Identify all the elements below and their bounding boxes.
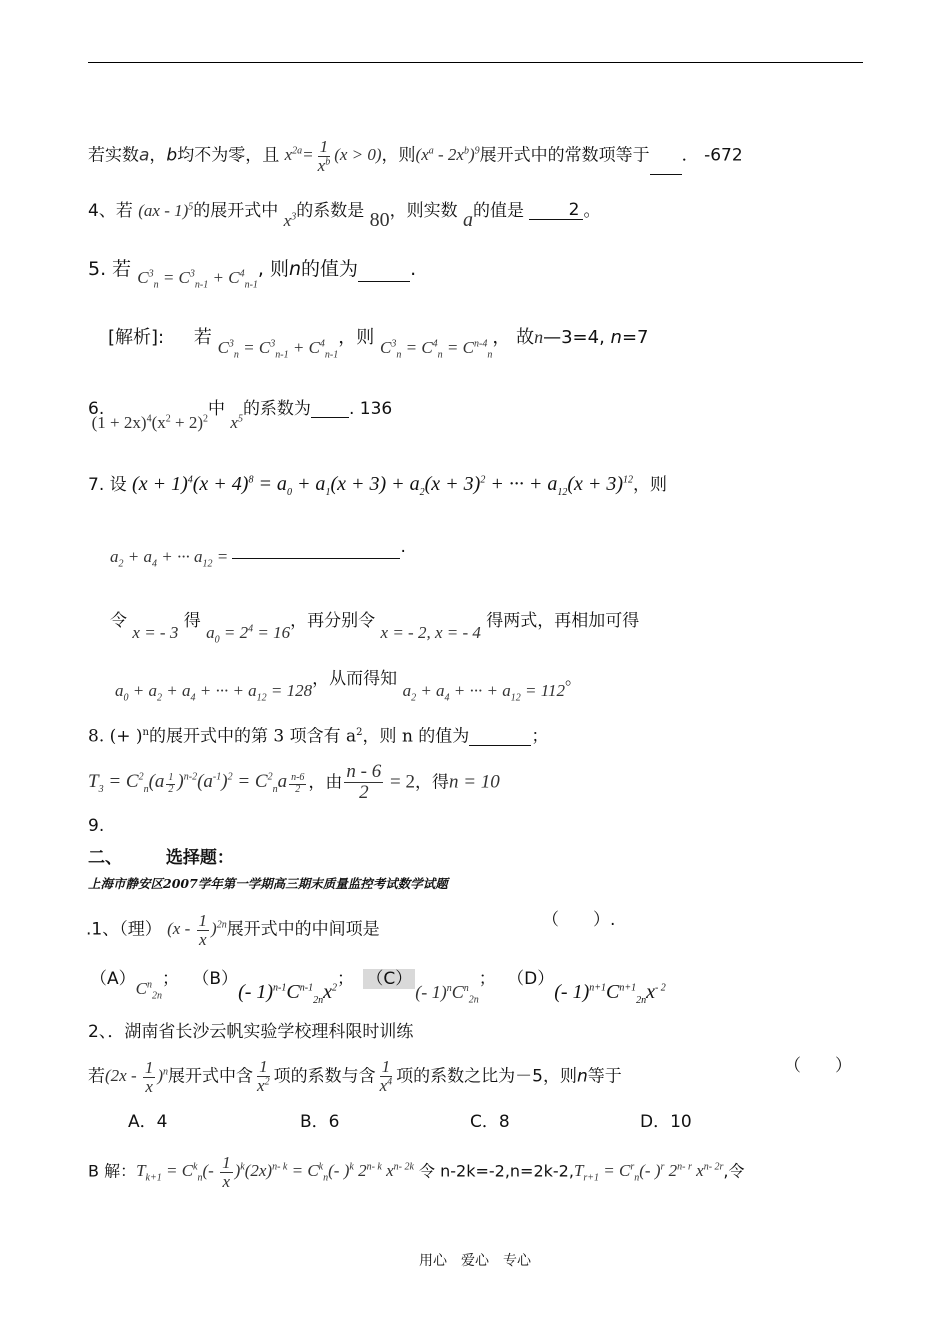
q6-x-term: $x^5$ [230,413,243,432]
q5-sol-label: [解析]: [108,327,165,348]
question-9: 9. [88,816,105,836]
question-7-solution-1 [110,611,640,646]
q4-mid: 的展开式中 [193,201,279,221]
mc2-sol-label: B 解： [88,1161,137,1181]
mc2-solution [88,1154,745,1191]
mc1-option-d[interactable]: (- $1)^{n+1}C^{n+1}_{2n}x^{- 2}$ [554,981,666,1006]
q7-sol-cond2: x = - 2, x = - 4 [380,623,481,642]
mc2-title: 2、．湖南省长沙云帆实验学校理科限时训练 [88,1022,414,1042]
q7-sol2-lhs: $a_0 + a_2 + a_4$ + ··· + $a_{12} = 128$ [115,681,313,704]
mc1-expression: (x - $\frac{1}{x}$ )$^{2n}$ [167,911,227,949]
q7-label: 7. 设 [88,475,127,495]
q3-blank [650,174,682,175]
q7-tail: ，则 [633,475,668,495]
mc1-label: .1、（理） [86,919,162,940]
q7-sol-cond: x = - 3 [132,623,179,642]
mc2-expression: (2x - $\frac{1}{x}$ )$^n$ [105,1058,169,1096]
q8-sol-formula: $T_3 = C^2_n(a$ $\frac{1}{2}$ )$^{n-2}(a^{-1})^2 = C^2_na$ $\frac{n-6}{2}$ [88,771,305,796]
mc2-n: n [576,1066,588,1087]
q8-sol-you: ，由 [308,772,343,793]
q4-mid2: 的系数是 [296,201,365,221]
mc1-option-a[interactable]: $C^n_{2n}$ [135,979,162,1002]
mc1-tail: 展开式中的中间项是 [226,919,380,940]
q4-label: 4、若 [88,201,133,221]
question-4 [88,200,601,231]
mc2-option-d[interactable]: D．10 [640,1112,692,1132]
mc2-mid3: 项的系数之比为－5，则 [396,1066,577,1087]
q8-end: ； [531,726,549,747]
q5-label: 5. 若 [88,258,132,280]
mc1-option-b-label: （B） [192,969,239,989]
q3-expression: $(x^a - 2x^b)^9$ [415,145,480,165]
q4-end: 。 [583,201,601,221]
q3-cond-fraction: $\frac{1}{x^b}$ [317,137,331,175]
q7-sol-mid: ，再分别令 [290,611,376,631]
q4-x-term: $x^3$ [283,211,297,230]
q4-answer-blank: 2 [529,202,583,220]
mc2-tail: 等于 [587,1066,622,1087]
q4-number: 80 [369,209,390,231]
q4-mid3: ，则实数 [389,201,458,221]
q6-tail: 的系数为 [242,399,311,419]
section-number: 二、 [88,848,122,868]
mc2-mid: 展开式中含 [168,1066,254,1087]
mc2-option-b[interactable]: B．6 [300,1112,340,1132]
q5-sol-eq1: $C^3_n = C^3_{n-1} + C^4_{n-1}$ [217,338,339,361]
q7-sol-tail: 得两式，再相加可得 [486,611,640,631]
q6-answer: 136 [359,399,393,419]
mc1-option-a-label: （A） [90,969,136,989]
q5-tail2: 的值为 [301,258,359,280]
q8-tail: ，则 n 的值为 [362,726,470,747]
q5-tail: , 则 [257,258,289,280]
header-rule [88,62,863,63]
q4-expression: (ax - 1)$^5$ [138,201,194,220]
mc1-options: $(A)C^n_{2n}$； （B）(- $1)^{n-1}C^{n-1}_{2n}x^2$； （C）(- $1)^nC^n_{2n}$； （D）(- $1)^{n+1}C^{n+1}_{2n}x^{- 2}$ [90,969,666,1006]
mc2-sol-tail: ,令 [723,1161,745,1181]
question-7-solution-2 [115,669,582,704]
q3-prefix: 若实数 [88,145,139,166]
q5-sol-n-final: n [610,327,622,348]
mc2-sol-formula-1: $T_{k+1} = C^k_n(-$ $\frac{1}{x}$ )$^k(2x)^{n- k} = C^k_n(-$ )$^k$ 2$^{n- k}$ $x^{n- 2k}$ [136,1153,414,1191]
q7-sol-a0: $a_0 = 2^4 = 16$ [206,623,291,646]
mc2-ruo: 若 [88,1066,105,1087]
mc2-sol-ling: 令 n-2k=-2,n=2k-2, [413,1161,574,1181]
q5-sol-n: n [534,327,544,347]
q4-tail: 的值是 [473,201,525,221]
q7-sol2-end: 。 [564,669,582,689]
mc1-option-b[interactable]: (- $1)^{n-1}C^{n-1}_{2n}x^2$ [238,981,337,1006]
q8-sol-de: ，得 [414,772,449,793]
q6-blank [311,417,349,418]
mc2-option-a[interactable]: A．4 [128,1112,168,1132]
mc-question-1 [86,910,616,949]
q8-sol-fraction: $\frac{n - 6}{2}$ [346,761,382,803]
q7-sol2-mid: ，从而得知 [312,669,398,689]
question-5-solution [108,327,649,361]
question-7-blank-line [110,537,406,570]
question-3 [88,138,743,175]
q3-var-a: a [139,145,150,166]
q5-sol-n-value: =7 [621,327,649,348]
q5-sol-so-tail: —3=4, [543,327,605,348]
source-title-1: 上海市静安区2007学年第一学期高三期末质量监控考试数学试题 [88,876,448,891]
mc2-mid2: 项的系数与含 [273,1066,376,1087]
q8-label: 8. (+ ) [88,726,143,747]
q3-end: ． [681,145,699,166]
mc2-sol-formula-2: $T_{r+1} = C^r_n(-$ )$^r$ 2$^{n- r}$ $x^{n- 2r}$ [573,1161,724,1184]
q8-sol-n-result: n = 10 [448,771,500,793]
question-5 [88,258,417,291]
q8-n: n [142,727,149,738]
q5-sol-then: ，则 [338,327,375,348]
q3-tail: 展开式中的常数项等于 [479,145,650,166]
mc2-frac-x4: $\frac{1}{x^4}$ [379,1057,393,1095]
q6-end: . [348,399,355,419]
question-8 [88,728,548,746]
q6-mid: 中 [207,399,225,419]
mc2-answer-bracket: （ ） [784,1056,852,1076]
q5-sol-eq2: $C^3_n = C^4_n = C^{n-4}_n$ [380,338,493,361]
q3-condition: $x^{2a}=$ $\frac{1}{x^b}$ (x > 0) [284,137,382,175]
q4-var-a: a [463,209,474,231]
question-7 [88,474,667,498]
q6-expression: $(1 + 2x)^4(x^2 + 2)^2$ [91,413,208,432]
q3-sep: ， [149,145,167,166]
q3-mid: 均不为零，且 [177,145,280,166]
mc-question-2 [88,1056,852,1096]
q7-blank-expression: $a_2 + a_4$ + ··· $a_{12}$ = [110,547,233,570]
q3-then: ，则 [381,145,416,166]
mc1-answer-bracket: （ ）. [542,910,616,930]
q3-answer: -672 [704,145,743,166]
q8-sq: 2 [356,727,363,738]
q5-sol-so: ， 故 [492,327,535,348]
question-6 [88,399,393,432]
q5-sol-ruo: 若 [193,327,212,348]
q8-sol-f-eq: = 2 [385,771,415,793]
q5-end: . [410,258,417,280]
mc1-option-c-label: （C） [363,969,415,989]
q3-var-b: b [166,145,178,166]
q6-label: 6. [88,399,105,419]
q7-sol-ling: 令 [110,611,127,631]
question-8-solution [88,762,500,803]
q5-combination-eq: $C^3_n = C^3_{n-1} + C^4_{n-1}$ [137,268,258,291]
q5-blank [358,281,410,282]
section-heading [88,850,234,867]
page-footer: 用心 爱心 专心 [419,1253,531,1269]
q7-blank-end: . [400,537,406,557]
q8-blank [469,745,531,746]
q7-expression: $(x + 1)^4(x + 4)^8 = a_0 + a_1(x + 3) + a_2(x + 3)^2$ + ··· + $a_{12}(x + 3)^{12}$ [132,473,634,498]
q7-blank [232,558,400,559]
q7-sol2-result: $a_2 + a_4$ + ··· + $a_{12} = 112$ [402,681,565,704]
section-title: 选择题： [165,848,234,868]
mc2-option-c[interactable]: C．8 [470,1112,510,1132]
mc2-frac-x2: $\frac{1}{x^2}$ [257,1057,270,1095]
q7-sol-de: 得 [183,611,201,631]
mc1-option-c[interactable]: (- $1)^nC^n_{2n}$ [415,982,479,1006]
q5-var-n: n [289,258,302,280]
q8-mid: 的展开式中的第 3 项含有 a [149,726,357,747]
mc1-option-d-label: （D） [507,969,555,989]
